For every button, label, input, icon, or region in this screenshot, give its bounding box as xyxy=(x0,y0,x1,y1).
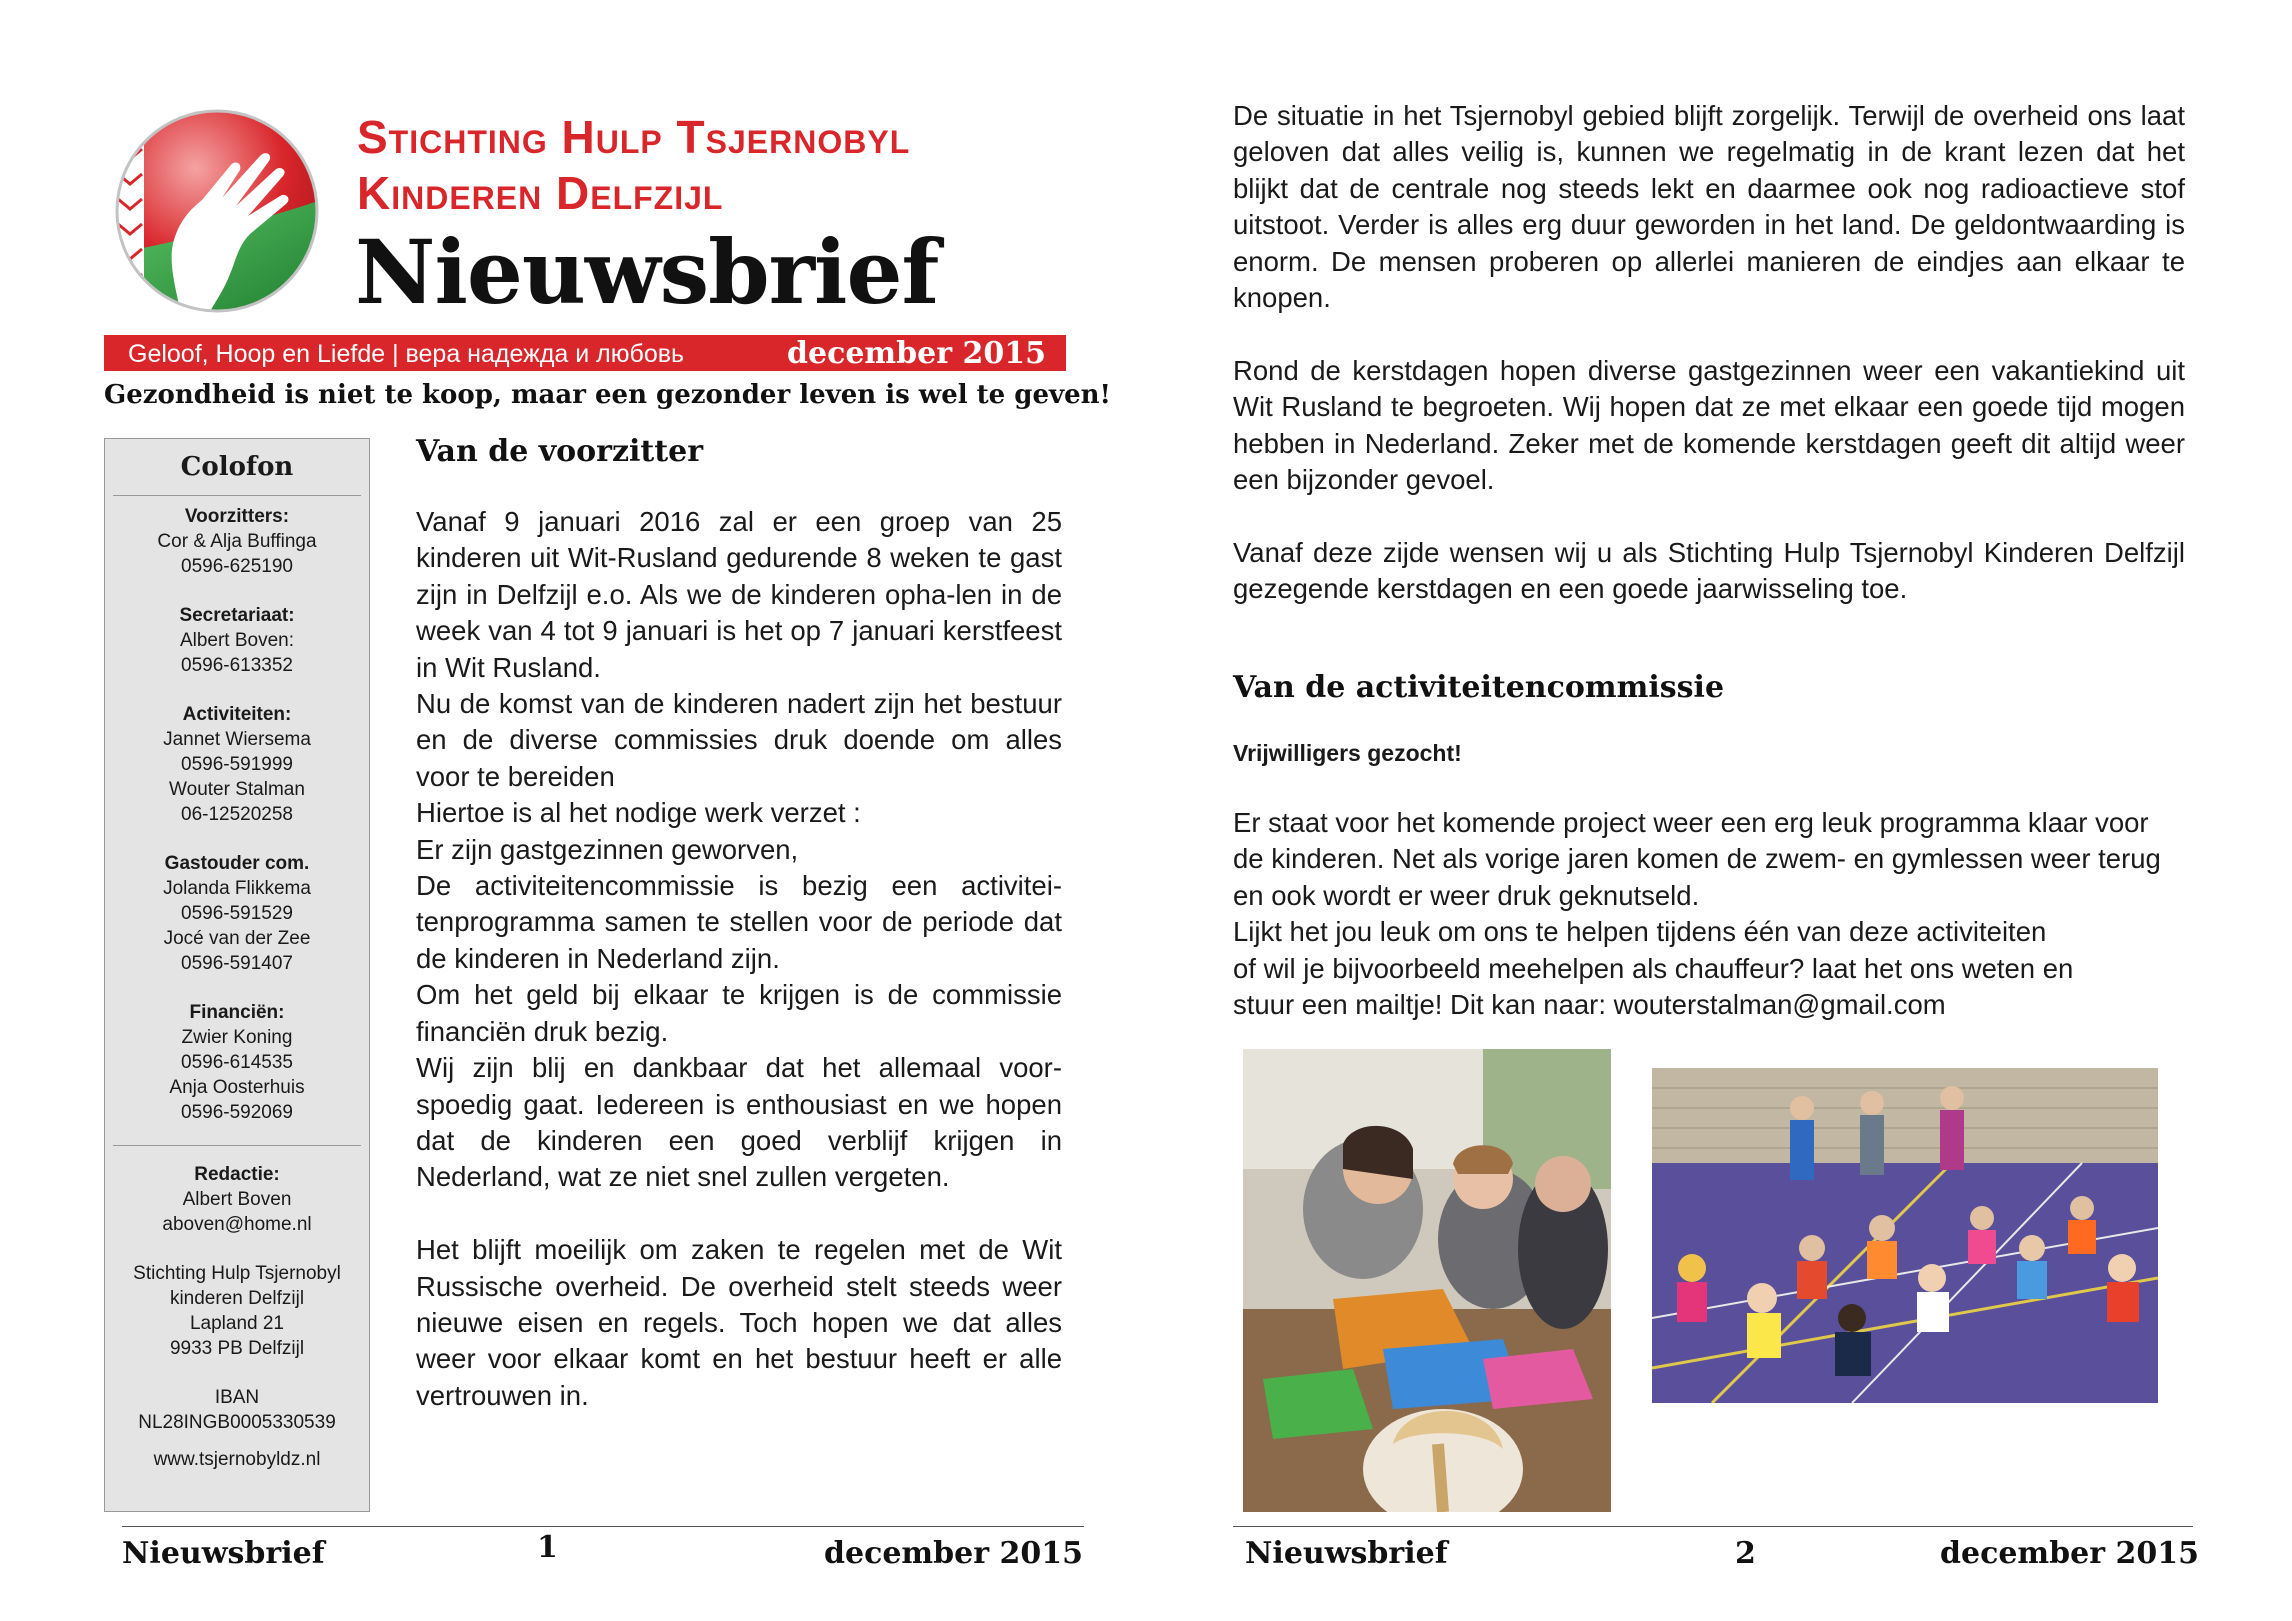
colofon-heading: Activiteiten: xyxy=(182,704,292,725)
paragraph: Het blijft moeilijk om zaken te regelen met de Wit Russische overheid. De overheid stelt steeds weer nieuwe eisen en regels. Toch hopen we dat alles weer voor elkaar komt en het bestuur heeft er alle vertrouwen in. xyxy=(416,1234,1062,1411)
paragraph: De activiteitencommissie is bezig een activitei-tenprogramma samen te stellen voor de periode dat de kinderen in Nederland zijn. xyxy=(416,870,1062,974)
article-situatie xyxy=(1233,98,2185,608)
colofon-heading: Financiën: xyxy=(189,1002,285,1023)
colofon-line: Stichting Hulp Tsjernobyl xyxy=(133,1263,341,1284)
paragraph: Vanaf 9 januari 2016 zal er een groep van 25 kinderen uit Wit-Rusland gedurende 8 weken te gast zijn in Delfzijl e.o. Als we de kinderen opha-len in de week van 4 tot 9 januari is het op 7 januari kerstfeest in Wit Rusland. xyxy=(416,506,1062,683)
footer-date: december 2015 xyxy=(824,1536,1083,1571)
footer-rule xyxy=(122,1526,1084,1527)
colofon-heading: Voorzitters: xyxy=(184,506,290,527)
article-voorzitter xyxy=(416,504,1062,1414)
article-activiteiten xyxy=(1233,805,2185,1023)
paragraph: Om het geld bij elkaar te krijgen is de commissie financiën druk bezig. xyxy=(416,979,1062,1047)
colofon-email[interactable]: aboven@home.nl xyxy=(162,1214,312,1235)
foundation-logo xyxy=(110,104,324,318)
paragraph-line: Lijkt het jou leuk om ons te helpen tijdens één van deze activiteiten xyxy=(1233,916,2047,948)
colofon-line: Jolanda Flikkema xyxy=(163,878,311,899)
colofon-line: NL28INGB0005330539 xyxy=(138,1412,336,1433)
colofon-divider xyxy=(113,1145,361,1146)
paragraph: De situatie in het Tsjernobyl gebied blijft zorgelijk. Terwijl de overheid ons laat geloven dat alles veilig is, kunnen we regelmatig in de krant lezen dat het blijkt dat de centrale nog steeds lekt en daarmee ook nog radioactieve stof uitstoot. Verder is alles erg duur geworden in het land. De geldontwaarding is enorm. De mensen proberen op allerlei manieren de eindjes aan elkaar te knopen. xyxy=(1233,100,2185,314)
colofon-line: 0596-625190 xyxy=(181,556,293,577)
colofon-line: Anja Oosterhuis xyxy=(169,1077,305,1098)
colofon-heading: Secretariaat: xyxy=(179,605,295,626)
colofon-voorzitters xyxy=(105,504,369,579)
footer-rule xyxy=(1233,1526,2193,1527)
colofon-line: Lapland 21 xyxy=(189,1313,285,1334)
organization-name-line2: Kinderen Delfzijl xyxy=(357,167,724,219)
colofon-line: IBAN xyxy=(214,1387,260,1408)
colofon-line: Jannet Wiersema xyxy=(163,729,311,750)
colofon-line: 0596-591529 xyxy=(181,903,293,924)
footer-date: december 2015 xyxy=(1940,1536,2199,1571)
colofon-line: 06-12520258 xyxy=(181,804,293,825)
colofon-line: 9933 PB Delfzijl xyxy=(169,1338,305,1359)
colofon-line: 0596-591999 xyxy=(181,754,293,775)
banner-motto: Geloof, Hoop en Liefde | вера надежда и любовь xyxy=(128,340,685,368)
paragraph: Rond de kerstdagen hopen diverse gastgezinnen weer een vakantiekind uit Wit Rusland te begroeten. Wij hopen dat ze met elkaar een goede tijd mogen hebben in Nederland. Zeker met de komende kerstdagen geeft dit altijd weer een bijzonder gevoel. xyxy=(1233,354,2185,496)
paragraph-line: stuur een mailtje! Dit kan naar: wouterstalman@gmail.com xyxy=(1233,989,1946,1021)
newsletter-masthead: Nieuwsbrief xyxy=(355,220,939,324)
colofon-iban xyxy=(105,1385,369,1435)
colofon-line: Cor & Alja Buffinga xyxy=(157,531,317,552)
colofon-line: 0596-592069 xyxy=(181,1102,293,1123)
paragraph: Er staat voor het komende project weer een erg leuk programma klaar voor de kinderen. Net als vorige jaren komen de zwem- en gymlessen weer terug en ook wordt er weer druk geknutseld. xyxy=(1233,807,2161,911)
banner-date: december 2015 xyxy=(787,336,1046,371)
photo-crafts-activity xyxy=(1243,1049,1611,1512)
header-banner xyxy=(104,335,1066,371)
colofon-line: Albert Boven xyxy=(182,1189,292,1210)
colofon-line: kinderen Delfzijl xyxy=(169,1288,305,1309)
colofon-heading: Gastouder com. xyxy=(164,853,310,874)
colofon-title: Colofon xyxy=(113,439,361,496)
paragraph: Vanaf deze zijde wensen wij u als Stichting Hulp Tsjernobyl Kinderen Delfzijl gezegende kerstdagen en een goede jaarwisseling toe. xyxy=(1233,536,2185,605)
tagline: Gezondheid is niet te koop, maar een gezonder leven is wel te geven! xyxy=(104,380,1111,410)
colofon-financien xyxy=(105,1000,369,1125)
colofon-redactie xyxy=(105,1162,369,1237)
colofon-secretariaat xyxy=(105,603,369,678)
colofon-website[interactable]: www.tsjernobyldz.nl xyxy=(153,1449,321,1470)
paragraph-line: of wil je bijvoorbeeld meehelpen als chauffeur? laat het ons weten en xyxy=(1233,952,2074,984)
colofon-line: Wouter Stalman xyxy=(169,779,305,800)
organization-name-line1: Stichting Hulp Tsjernobyl xyxy=(357,111,911,163)
colofon-activiteiten xyxy=(105,702,369,827)
colofon-box xyxy=(104,438,370,1512)
paragraph: Er zijn gastgezinnen geworven, xyxy=(416,833,799,865)
colofon-gastouder xyxy=(105,851,369,976)
section-title-voorzitter: Van de voorzitter xyxy=(416,434,704,469)
paragraph: Nu de komst van de kinderen nadert zijn het bestuur en de diverse commissies druk doende om alles voor te bereiden xyxy=(416,688,1062,792)
colofon-line: 0596-591407 xyxy=(181,953,293,974)
paragraph: Hiertoe is al het nodige werk verzet : xyxy=(416,797,861,829)
colofon-line: 0596-613352 xyxy=(181,655,293,676)
photo-gym-activity xyxy=(1652,1068,2158,1403)
paragraph: Wij zijn blij en dankbaar dat het allemaal voor-spoedig gaat. Iedereen is enthousiast en we hopen dat de kinderen een goed verblijf krijgen in Nederland, wat ze niet snel zullen vergeten. xyxy=(416,1052,1062,1193)
footer-title: Nieuwsbrief xyxy=(1245,1536,1448,1571)
colofon-line: Jocé van der Zee xyxy=(163,928,311,949)
section-title-activiteiten: Van de activiteitencommissie xyxy=(1233,670,1725,705)
footer-title: Nieuwsbrief xyxy=(122,1536,325,1571)
footer-page-number: 1 xyxy=(537,1530,558,1565)
subtitle-vrijwilligers: Vrijwilligers gezocht! xyxy=(1233,740,1462,766)
colofon-address xyxy=(105,1261,369,1361)
footer-page-number: 2 xyxy=(1735,1536,1756,1571)
colofon-line: Albert Boven: xyxy=(179,630,295,651)
colofon-line: Zwier Koning xyxy=(181,1027,293,1048)
colofon-line: 0596-614535 xyxy=(181,1052,293,1073)
colofon-heading: Redactie: xyxy=(194,1164,280,1185)
